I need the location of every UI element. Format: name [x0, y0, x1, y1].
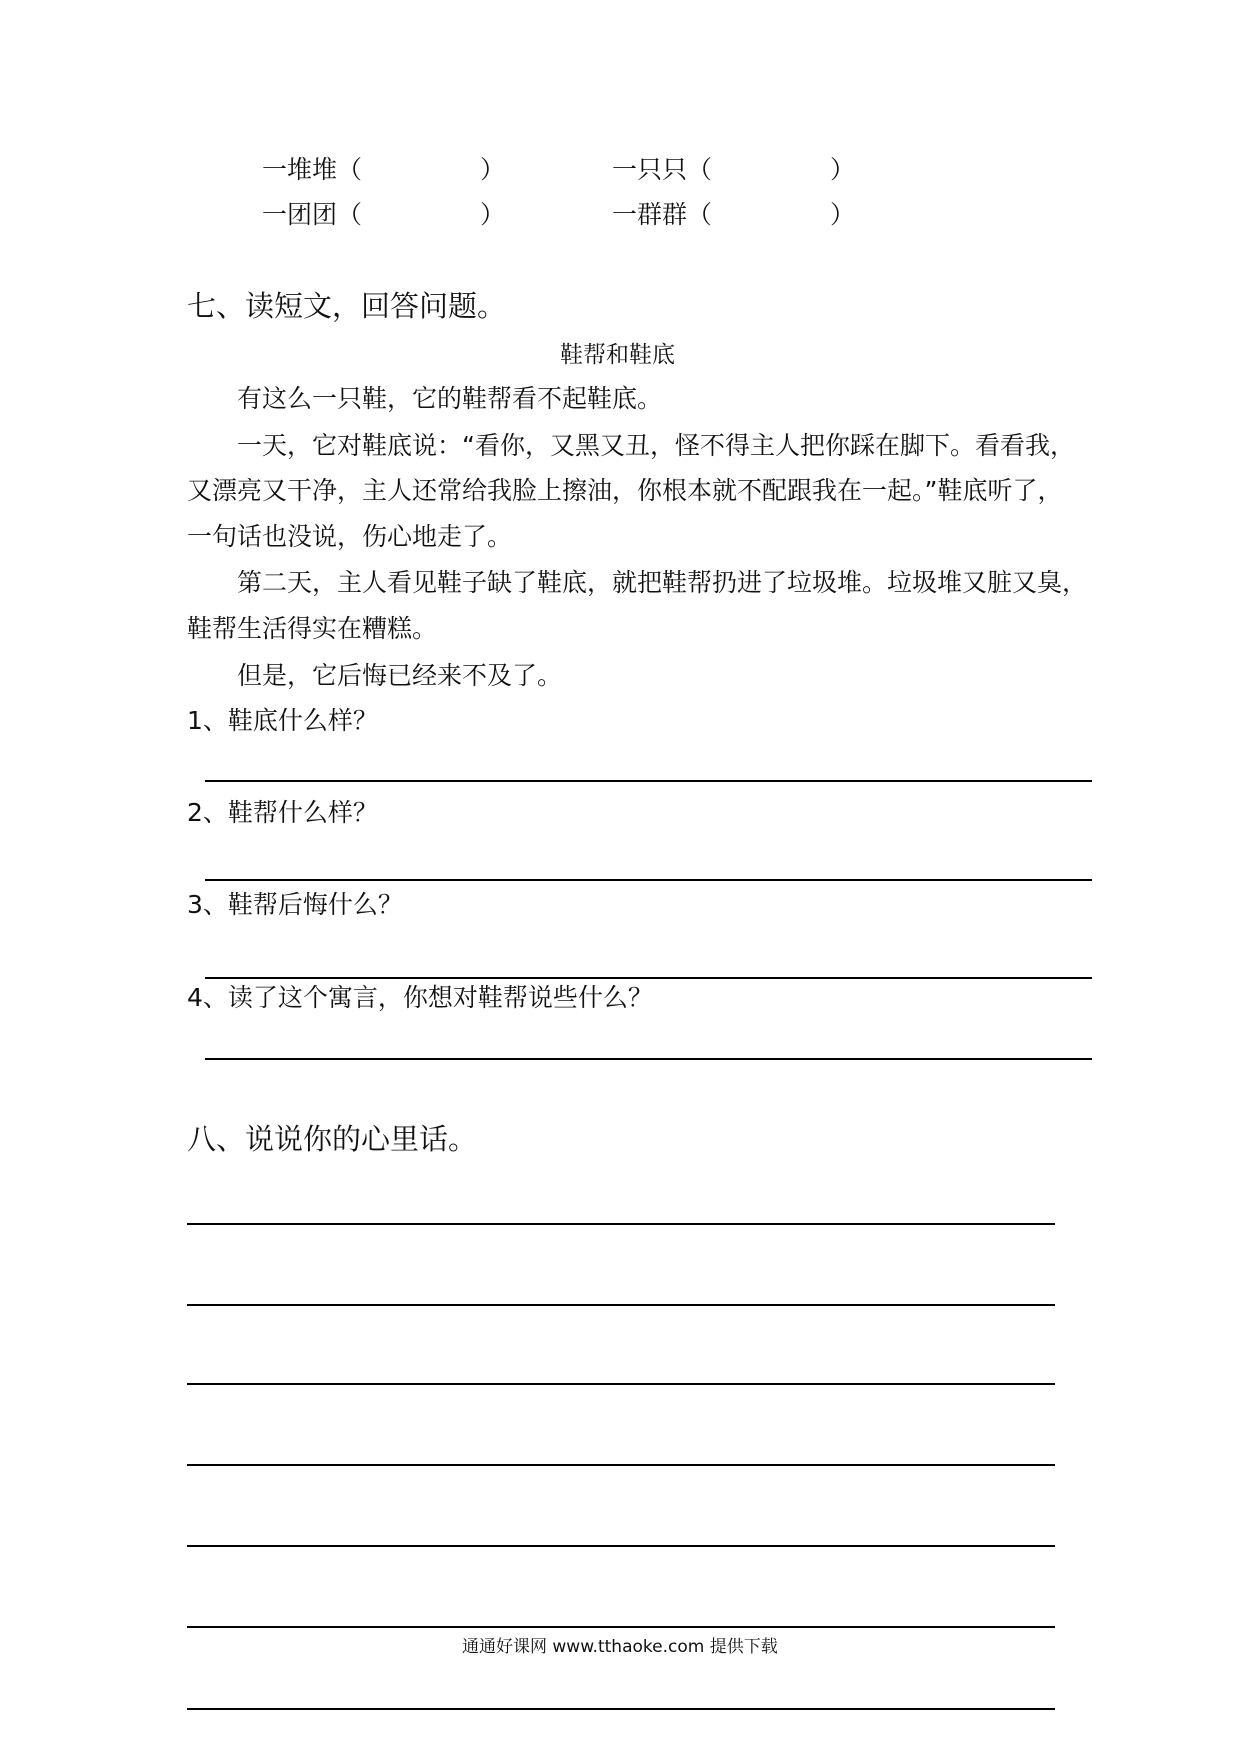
open-paren: （ [687, 155, 713, 184]
fill-item-4 [612, 200, 712, 230]
writing-line-7 [187, 1708, 1055, 1710]
story-line-2: 一天，它对鞋底说：“看你，又黑又丑，怪不得主人把你踩在脚下。看看我， [237, 431, 1075, 460]
writing-line-6 [187, 1626, 1055, 1628]
section7-heading: 七、读短文，回答问题。 [187, 289, 507, 323]
answer-line-3 [205, 977, 1092, 979]
fill-item-2-close: ） [830, 155, 856, 184]
footer-text: 通通好课网 www.tthaoke.com 提供下载 [462, 1637, 778, 1657]
writing-line-4 [187, 1464, 1055, 1466]
fill-item-1-close: ） [480, 155, 506, 184]
story-line-1: 有这么一只鞋，它的鞋帮看不起鞋底。 [237, 384, 663, 413]
answer-line-4 [205, 1058, 1092, 1060]
question-1: 1、鞋底什么样？ [187, 706, 378, 735]
question-4: 4、读了这个寓言，你想对鞋帮说些什么？ [187, 983, 653, 1012]
story-line-3: 又漂亮又干净，主人还常给我脸上擦油，你根本就不配跟我在一起。”鞋底听了， [187, 476, 1063, 505]
story-line-7: 但是，它后悔已经来不及了。 [237, 661, 563, 690]
story-line-4: 一句话也没说，伤心地走了。 [187, 522, 513, 551]
writing-line-3 [187, 1383, 1055, 1385]
open-paren: （ [337, 200, 363, 229]
answer-line-2 [205, 879, 1092, 881]
answer-line-1 [205, 780, 1092, 782]
section8-heading: 八、说说你的心里话。 [187, 1122, 478, 1156]
fill-item-prefix: 一堆堆 [262, 155, 338, 184]
writing-line-5 [187, 1545, 1055, 1547]
fill-item-2 [612, 155, 712, 185]
fill-item-4-close: ） [830, 200, 856, 229]
story-line-5: 第二天，主人看见鞋子缺了鞋底，就把鞋帮扔进了垃圾堆。垃圾堆又脏又臭， [237, 568, 1088, 597]
open-paren: （ [337, 155, 363, 184]
fill-item-prefix: 一团团 [262, 200, 338, 229]
writing-line-2 [187, 1304, 1055, 1306]
fill-item-3 [262, 200, 362, 230]
fill-item-1 [262, 155, 362, 185]
question-2: 2、鞋帮什么样？ [187, 798, 378, 827]
story-line-6: 鞋帮生活得实在糟糕。 [187, 614, 438, 643]
fill-item-prefix: 一群群 [612, 200, 688, 229]
writing-line-1 [187, 1223, 1055, 1225]
fill-item-prefix: 一只只 [612, 155, 688, 184]
fill-item-3-close: ） [480, 200, 506, 229]
story-title: 鞋帮和鞋底 [560, 342, 675, 368]
question-3: 3、鞋帮后悔什么？ [187, 890, 403, 919]
open-paren: （ [687, 200, 713, 229]
